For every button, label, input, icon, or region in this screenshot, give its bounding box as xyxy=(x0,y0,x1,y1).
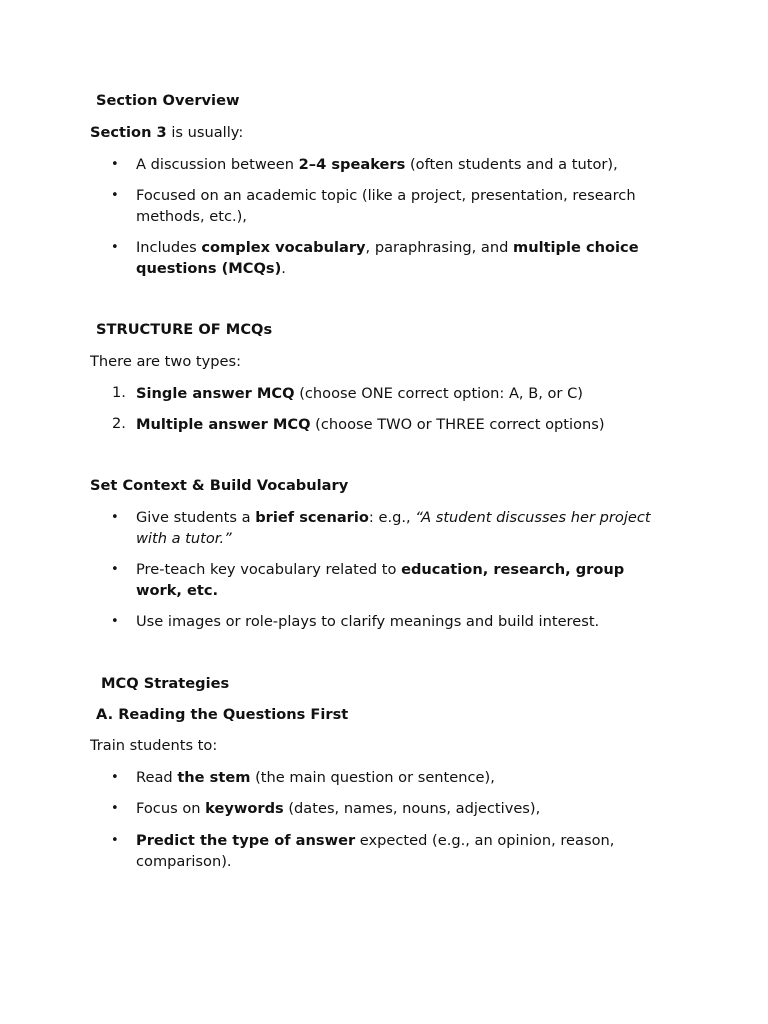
context-bullet-2: Pre-teach key vocabulary related to education, research, group work, etc. xyxy=(136,561,625,599)
bullet-marker: • xyxy=(111,157,119,172)
section-overview-heading: Section Overview xyxy=(96,92,240,109)
list-number: 2. xyxy=(112,415,126,432)
strategies-intro: Train students to: xyxy=(90,737,218,754)
bullet-marker: • xyxy=(111,801,119,816)
overview-bullet-2: Focused on an academic topic (like a project, presentation, research methods, etc.), xyxy=(136,187,636,225)
strategies-subheading: A. Reading the Questions First xyxy=(96,706,349,723)
bullet-marker: • xyxy=(111,510,119,525)
bullet-marker: • xyxy=(111,188,119,203)
bullet-marker: • xyxy=(111,770,119,785)
overview-bullet-1: A discussion between 2–4 speakers (often students and a tutor), xyxy=(136,156,618,173)
bullet-marker: • xyxy=(111,240,119,255)
bullet-marker: • xyxy=(111,833,119,848)
context-bullet-3: Use images or role-plays to clarify meanings and build interest. xyxy=(136,613,600,630)
strategy-bullet-3: Predict the type of answer expected (e.g., an opinion, reason, comparison). xyxy=(136,832,615,870)
list-number: 1. xyxy=(112,384,126,401)
context-heading: Set Context & Build Vocabulary xyxy=(90,477,349,494)
strategy-bullet-1: Read the stem (the main question or sentence), xyxy=(136,769,495,786)
bullet-marker: • xyxy=(111,614,119,629)
bullet-marker: • xyxy=(111,562,119,577)
context-bullet-1: Give students a brief scenario: e.g., “A student discusses her project with a tutor.” xyxy=(136,509,651,547)
section-overview-intro: Section 3 is usually: xyxy=(90,124,244,141)
overview-bullet-3: Includes complex vocabulary, paraphrasing, and multiple choice questions (MCQs). xyxy=(136,239,639,277)
mcq-type-2: Multiple answer MCQ (choose TWO or THREE correct options) xyxy=(136,416,605,433)
strategies-heading: MCQ Strategies xyxy=(101,675,230,692)
mcq-type-1: Single answer MCQ (choose ONE correct option: A, B, or C) xyxy=(136,385,583,402)
structure-heading: STRUCTURE OF MCQs xyxy=(96,321,273,338)
strategy-bullet-2: Focus on keywords (dates, names, nouns, adjectives), xyxy=(136,800,541,817)
structure-intro: There are two types: xyxy=(90,353,242,370)
